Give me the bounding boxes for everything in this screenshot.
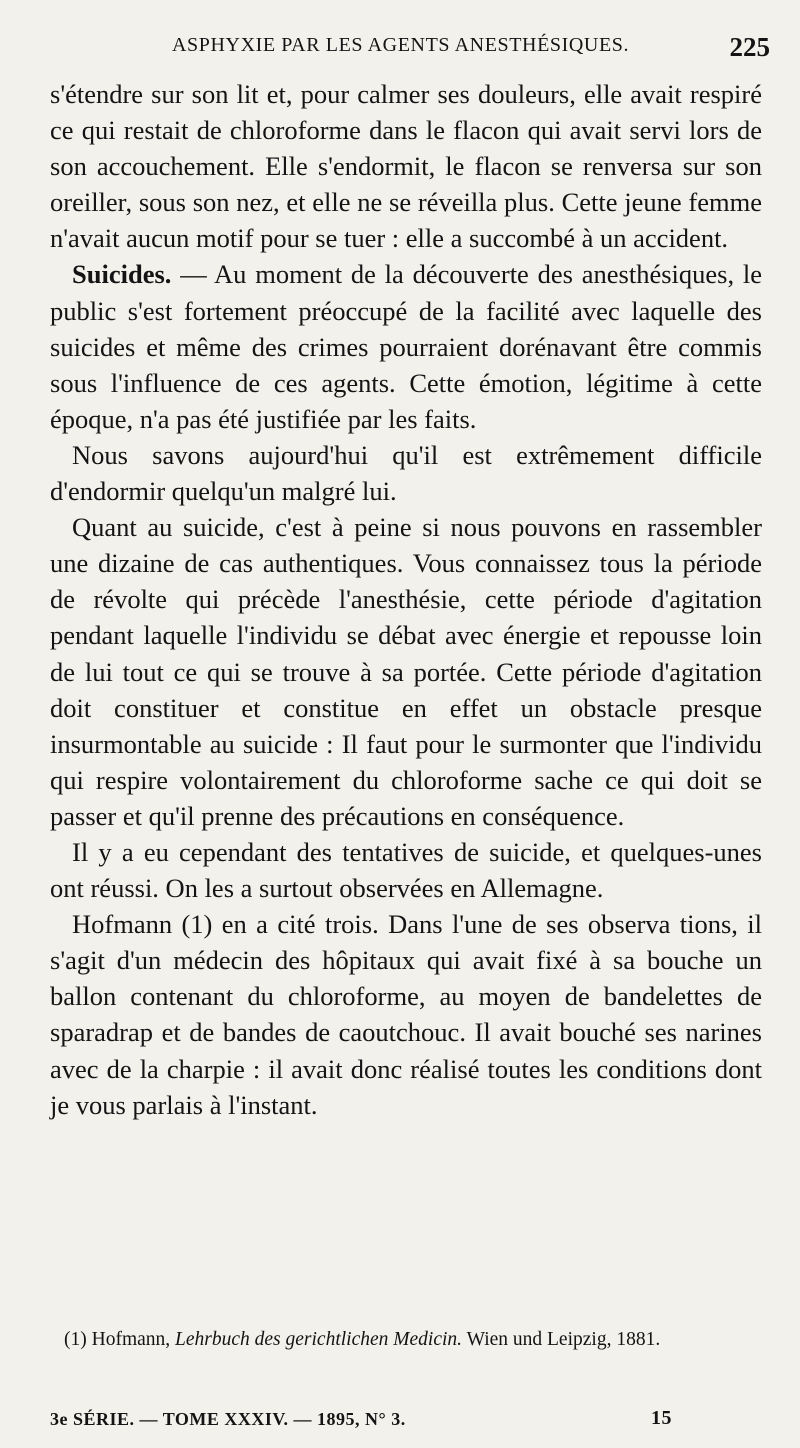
paragraph-5-text: Il y a eu cependant des tentatives de suicide, et quelques-unes ont réussi. On les a surtout observées en Allemagne. [50, 836, 762, 904]
paragraph-5 [50, 834, 762, 906]
paragraph-6-text: Hofmann (1) en a cité trois. Dans l'une de ses observa tions, il s'agit d'un médecin des hôpitaux qui avait fixé à sa bouche un ballon contenant du chloroforme, au moyen de bandelettes de sparadrap et de bandes de caoutchouc. Il avait bouché ses narines avec de la charpie : il avait donc réalisé toutes les conditions dont je vous parlais à l'instant. [50, 909, 762, 1120]
body-text [50, 76, 762, 1123]
section-heading-suicides: Suicides. [72, 259, 172, 290]
footnote-author: Hofmann, [86, 1329, 176, 1350]
signature-line [48, 1409, 762, 1435]
paragraph-6 [50, 906, 762, 1123]
page-number: 225 [729, 32, 770, 62]
running-head: ASPHYXIE PAR LES AGENTS ANESTHÉSIQUES. [172, 34, 630, 56]
paragraph-3-text: Nous savons aujourd'hui qu'il est extrêmement difficile d'endormir quelqu'un malgré lui. [50, 439, 762, 507]
paragraph-1 [50, 76, 762, 256]
series-volume-info: 3e SÉRIE. — TOME XXXIV. — 1895, N° 3. [50, 1409, 406, 1429]
paragraph-1-text: s'étendre sur son lit et, pour calmer ses douleurs, elle avait respiré ce qui restait de chloroforme dans le flacon qui avait servi lors de son accouchement. Elle s'endormit, le flacon se renversa sur son oreiller, sous son nez, et elle ne se réveilla plus. Cette jeune femme n'avait aucun motif pour se tuer : elle a succombé à un accident. [50, 79, 762, 254]
footnote-place-year: Wien und Leipzig, 1881. [462, 1329, 661, 1350]
paragraph-4-text: Quant au suicide, c'est à peine si nous pouvons en rassembler une dizaine de cas authentiques. Vous connaissez tous la période de révolte qui précède l'anesthésie, cette période d'agitation pendant laquelle l'individu se débat avec énergie et repousse loin de lui tout ce qui se trouve à sa portée. Cette période d'agitation doit constituer et constitue en effet un obstacle presque insurmontable au suicide : Il faut pour le surmonter que l'individu qui respire volontairement du chloroforme sache ce qui doit se passer et qu'il prenne des précautions en conséquence. [50, 512, 762, 831]
footnote-title: Lehrbuch des gerichtlichen Medicin. [175, 1329, 463, 1350]
paragraph-2-text: — Au moment de la découverte des anesthésiques, le public s'est fortement préoccupé de la facilité avec laquelle des suicides et même des crimes pourraient dorénavant être commis sous l'influence de ces agents. Cette émotion, légitime à cette époque, n'a pas été justifiée par les faits. [50, 259, 762, 434]
sheet-signature-number: 15 [651, 1407, 672, 1429]
paragraph-4 [50, 509, 762, 834]
footnote [48, 1328, 762, 1352]
page-header [40, 34, 770, 64]
paragraph-2 [50, 256, 762, 436]
footnote-marker: (1) [64, 1329, 87, 1350]
paragraph-3 [50, 437, 762, 509]
